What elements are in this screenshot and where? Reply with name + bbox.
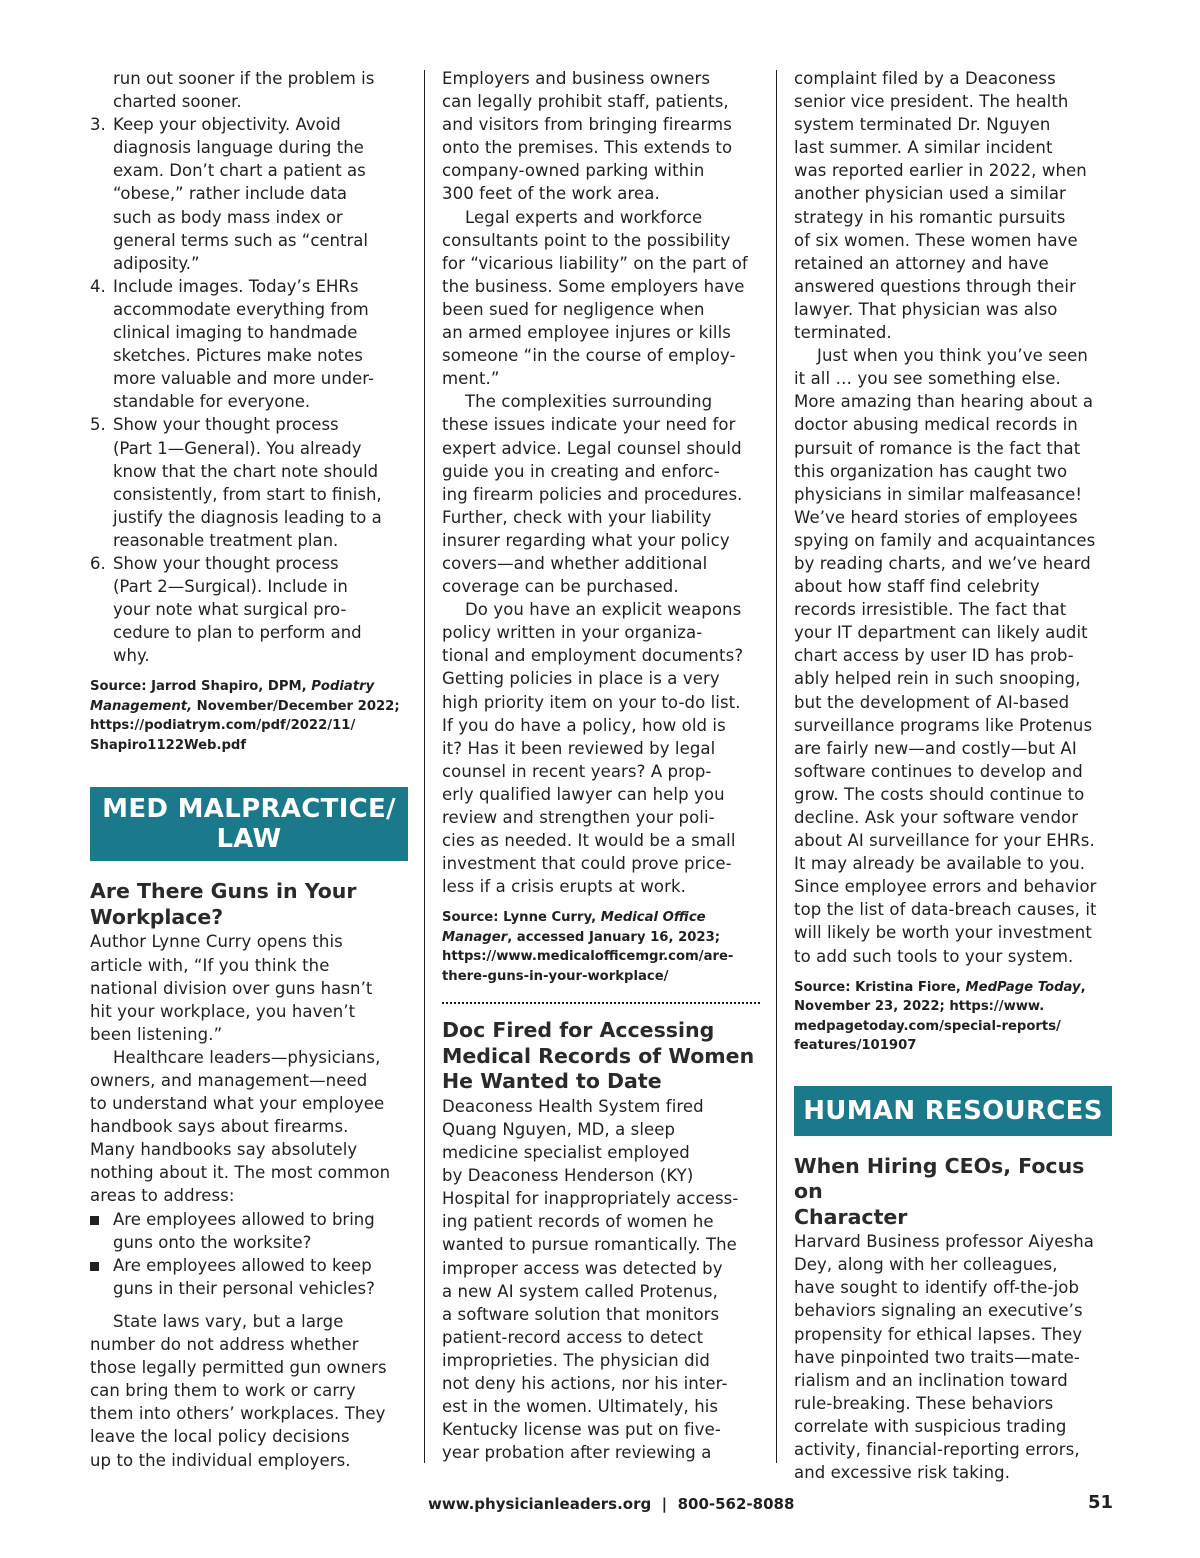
paragraph: Do you have an explicit weapons policy written in your organiza- tional and employment documents? Getting policies in place is a very high priority item on your to-do list. If you do have a policy, how old is it? Has it been reviewed by legal counsel in recent years? A prop- erly qualified lawyer can help you review and strengthen your poli- cies as needed. It would be a small investment that could prove price- less if a crisis erupts at work. <box>442 600 744 897</box>
source-citation: Source: Lynne Curry, Medical Office Manager, accessed January 16, 2023; https://www.medicalofficemgr.com/are- there-guns-in-your-workplace/ <box>442 910 734 984</box>
paragraph: Legal experts and workforce consultants point to the possibility for “vicarious liability” on the part of the business. Some employers have been sued for negligence when an armed employee injures or kills someone “in the course of employ- ment.” <box>442 207 748 389</box>
paragraph: Deaconess Health System fired Quang Nguyen, MD, a sleep medicine specialist employed by Deaconess Henderson (KY) Hospital for inappropriately access- ing patient records of women he wanted to pursue romantically. The improper access was detected by a new AI system called Protenus, a software solution that monitors patient-record access to detect improprieties. The physician did not deny his actions, nor his inter- est in the women. Ultimately, his Kentucky license was put on five- year probation after reviewing a <box>442 1096 739 1463</box>
bullet-list <box>90 1208 408 1300</box>
bullet-item: Are employees allowed to bring guns onto the worksite? <box>90 1208 408 1254</box>
bullet-item: Are employees allowed to keep guns in their personal vehicles? <box>90 1254 408 1300</box>
column-3 <box>794 67 1112 1484</box>
list-item-6: 6. Show your thought process (Part 2—Surgical). Include in your note what surgical pro- cedure to plan to perform and why. <box>90 553 362 666</box>
list-item-4: 4. Include images. Today’s EHRs accommodate everything from clinical imaging to handmade sketches. Pictures make notes more valuable and more under- standable for everyone. <box>90 276 374 412</box>
paragraph: State laws vary, but a large number do not address whether those legally permitted gun owners can bring them to work or carry them into others’ workplaces. They leave the local policy decisions up to the individual employers. <box>90 1311 387 1470</box>
footer-website-phone: www.physicianleaders.org | 800-562-8088 <box>428 1495 795 1513</box>
numbered-list <box>90 67 408 667</box>
section-banner-human-resources: HUMAN RESOURCES <box>794 1086 1112 1136</box>
dotted-divider <box>442 1002 760 1004</box>
section-banner-med-malpractice: MED MALPRACTICE/ LAW <box>90 787 408 861</box>
article-headline-guns: Are There Guns in Your Workplace? <box>90 879 357 929</box>
column-2 <box>442 67 760 1464</box>
source-citation: Source: Jarrod Shapiro, DPM, Podiatry Management, November/December 2022; https://podiatrym.com/pdf/2022/11/ Shapiro1122Web.pdf <box>90 679 400 753</box>
column-divider-2 <box>776 70 777 1463</box>
list-item-5: 5. Show your thought process (Part 1—General). You already know that the chart note should consistently, from start to finish, justify the diagnosis leading to a reasonable treatment plan. <box>90 415 382 550</box>
column-divider-1 <box>424 70 425 1463</box>
column-1 <box>90 67 408 1472</box>
paragraph: Harvard Business professor Aiyesha Dey, along with her colleagues, have sought to identify off-the-job behaviors signaling an executive’s propensity for ethical lapses. They have pinpointed two traits—mate- rialism and an inclination toward rule-breaking. These behaviors correlate with suspicious trading activity, financial-reporting errors, and excessive risk taking. <box>794 1232 1095 1483</box>
paragraph: Author Lynne Curry opens this article with, “If you think the national division over guns hasn’t hit your workplace, you haven’t been listening.” <box>90 932 373 1044</box>
page-number: 51 <box>1088 1492 1114 1513</box>
bullet-square-icon <box>90 1262 99 1271</box>
paragraph: Employers and business owners can legally prohibit staff, patients, and visitors from bringing firearms onto the premises. This extends to company-owned parking within 300 feet of the work area. <box>442 69 733 204</box>
paragraph: Healthcare leaders—physicians, owners, and management—need to understand what your employee handbook says about firearms. Many handbooks say absolutely nothing about it. The most common areas to address: <box>90 1047 391 1206</box>
source-citation: Source: Kristina Fiore, MedPage Today, November 23, 2022; https://www. medpagetoday.com/special-reports/ features/101907 <box>794 979 1086 1054</box>
paragraph: The complexities surrounding these issues indicate your need for expert advice. Legal counsel should guide you in creating and enforc- ing firearm policies and procedures. Further, check with your liability insurer regarding what your policy covers—and whether additional coverage can be purchased. <box>442 392 743 597</box>
paragraph: Just when you think you’ve seen it all … you see something else. More amazing than hearing about a doctor abusing medical records in pursuit of romance is the fact that this organization has caught two physicians in similar malfeasance! We’ve heard stories of employees spying on family and acquaintances by reading charts, and we’ve heard about how staff find celebrity records irresistible. The fact that your IT department can likely audit chart access by user ID has prob- ably helped rein in such snooping, but the development of AI-based surveillance programs like Protenus are fairly new—and costly—but AI software continues to develop and grow. The costs should continue to decline. Ask your software vendor about AI surveillance for your EHRs. It may already be available to you. Since employee errors and behavior top the list of data-breach causes, it will likely be worth your investment to add such tools to your system. <box>794 346 1097 966</box>
bullet-square-icon <box>90 1216 99 1225</box>
list-item-continued: run out sooner if the problem is charted sooner. <box>113 69 375 112</box>
article-headline-doc-fired: Doc Fired for Accessing Medical Records of Women He Wanted to Date <box>442 1018 755 1094</box>
paragraph: complaint filed by a Deaconess senior vice president. The health system terminated Dr. Nguyen last summer. A similar incident was reported earlier in 2022, when another physician used a similar strategy in his romantic pursuits of six women. These women have retained an attorney and have answered questions through their lawyer. That physician was also terminated. <box>794 69 1087 343</box>
article-headline-hiring-ceos: When Hiring CEOs, Focus on Character <box>794 1153 1085 1229</box>
list-item-3: 3. Keep your objectivity. Avoid diagnosis language during the exam. Don’t chart a patient as “obese,” rather include data such as body mass index or general terms such as “central adiposity.” <box>90 115 368 273</box>
